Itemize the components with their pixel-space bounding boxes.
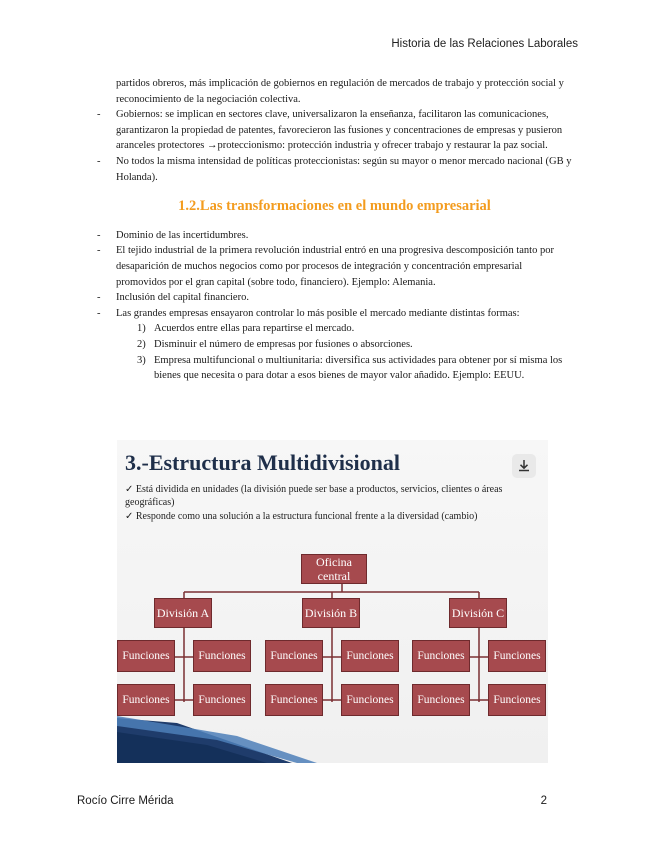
bullet-text: Inclusión del capital financiero.	[116, 292, 249, 304]
numbered-item	[97, 353, 572, 384]
org-box-function: Funciones	[341, 640, 399, 672]
org-box-division-a: División A	[154, 598, 212, 628]
bullet-text: No todos la misma intensidad de políticas proteccionistas: según su mayor o menor mercado nacional (GB y Holanda).	[116, 155, 572, 183]
numbered-list	[97, 321, 572, 383]
slide-point: ✓ Responde como una solución a la estructura funcional frente a la diversidad (cambio)	[125, 511, 478, 522]
section-heading: 1.2.Las transformaciones en el mundo empresarial	[178, 198, 491, 215]
bullet-item	[97, 306, 572, 322]
bullet-dash: -	[97, 109, 101, 121]
numbered-item	[97, 337, 572, 353]
bullet-dash: -	[97, 292, 101, 304]
bullet-item	[97, 290, 572, 306]
bullet-dash: -	[97, 155, 101, 167]
intro-paragraph: partidos obreros, más implicación de gobiernos en regulación de mercados de trabajo y protección social y reconocimiento de la negociación colectiva.	[116, 78, 564, 105]
org-box-function: Funciones	[412, 640, 470, 672]
bullet-text: El tejido industrial de la primera revolución industrial entró en una progresiva descomposición tanto por desaparición de muchos negocios como por procesos de integración y concentración empresarial promovidos por el gran capital (sobre todo, financiero). Ejemplo: Alemania.	[116, 245, 554, 288]
numbered-item	[97, 321, 572, 337]
footer-author: Rocío Cirre Mérida	[77, 795, 174, 807]
embedded-slide	[117, 440, 548, 763]
slide-decoration	[117, 440, 548, 763]
item-number: 1)	[137, 323, 146, 335]
bullet-text: Gobiernos: se implican en sectores clave, universalizaron la enseñanza, facilitaron las comunicaciones, garantizaron la propiedad de patentes, favorecieron las fusiones y concentraciones de empresas y pusieron aranceles protectores →proteccionismo: protección industria y ofrecer trabajo y restaurar la paz social.	[116, 109, 563, 152]
org-box-function: Funciones	[265, 684, 323, 716]
org-box-function: Funciones	[117, 640, 175, 672]
item-number: 3)	[137, 354, 146, 366]
bullet-item	[97, 107, 572, 154]
bullet-dash: -	[97, 229, 101, 241]
org-box-division-c: División C	[449, 598, 507, 628]
slide-point: ✓ Está dividida en unidades (la división puede ser base a productos, servicios, clientes o áreas geográficas)	[125, 484, 503, 508]
item-number: 2)	[137, 338, 146, 350]
org-box-function: Funciones	[193, 684, 251, 716]
org-box-central: Oficina central	[301, 554, 367, 584]
bullet-dash: -	[97, 307, 101, 319]
footer-page-number: 2	[540, 795, 547, 807]
page-header: Historia de las Relaciones Laborales	[391, 38, 578, 50]
org-box-division-b: División B	[302, 598, 360, 628]
org-box-function: Funciones	[412, 684, 470, 716]
document-body	[97, 76, 572, 384]
bullet-item	[97, 154, 572, 185]
item-text: Acuerdos entre ellas para repartirse el mercado.	[154, 323, 355, 335]
org-box-function: Funciones	[488, 684, 546, 716]
bullet-dash: -	[97, 245, 101, 257]
bullet-item	[97, 243, 572, 290]
bullet-item	[97, 228, 572, 244]
org-box-function: Funciones	[193, 640, 251, 672]
bullet-text: Las grandes empresas ensayaron controlar lo más posible el mercado mediante distintas formas:	[116, 307, 520, 319]
org-box-function: Funciones	[341, 684, 399, 716]
item-text: Disminuir el número de empresas por fusiones o absorciones.	[154, 338, 413, 350]
slide-title: 3.-Estructura Multidivisional	[125, 450, 401, 475]
org-box-function: Funciones	[117, 684, 175, 716]
org-box-function: Funciones	[488, 640, 546, 672]
item-text: Empresa multifuncional o multiunitaria: diversifica sus actividades para obtener por sí misma los bienes que necesita o para dotar a esos bienes de mayor valor añadido. Ejemplo: EEUU.	[154, 354, 563, 382]
bullet-text: Dominio de las incertidumbres.	[116, 229, 249, 241]
org-box-function: Funciones	[265, 640, 323, 672]
